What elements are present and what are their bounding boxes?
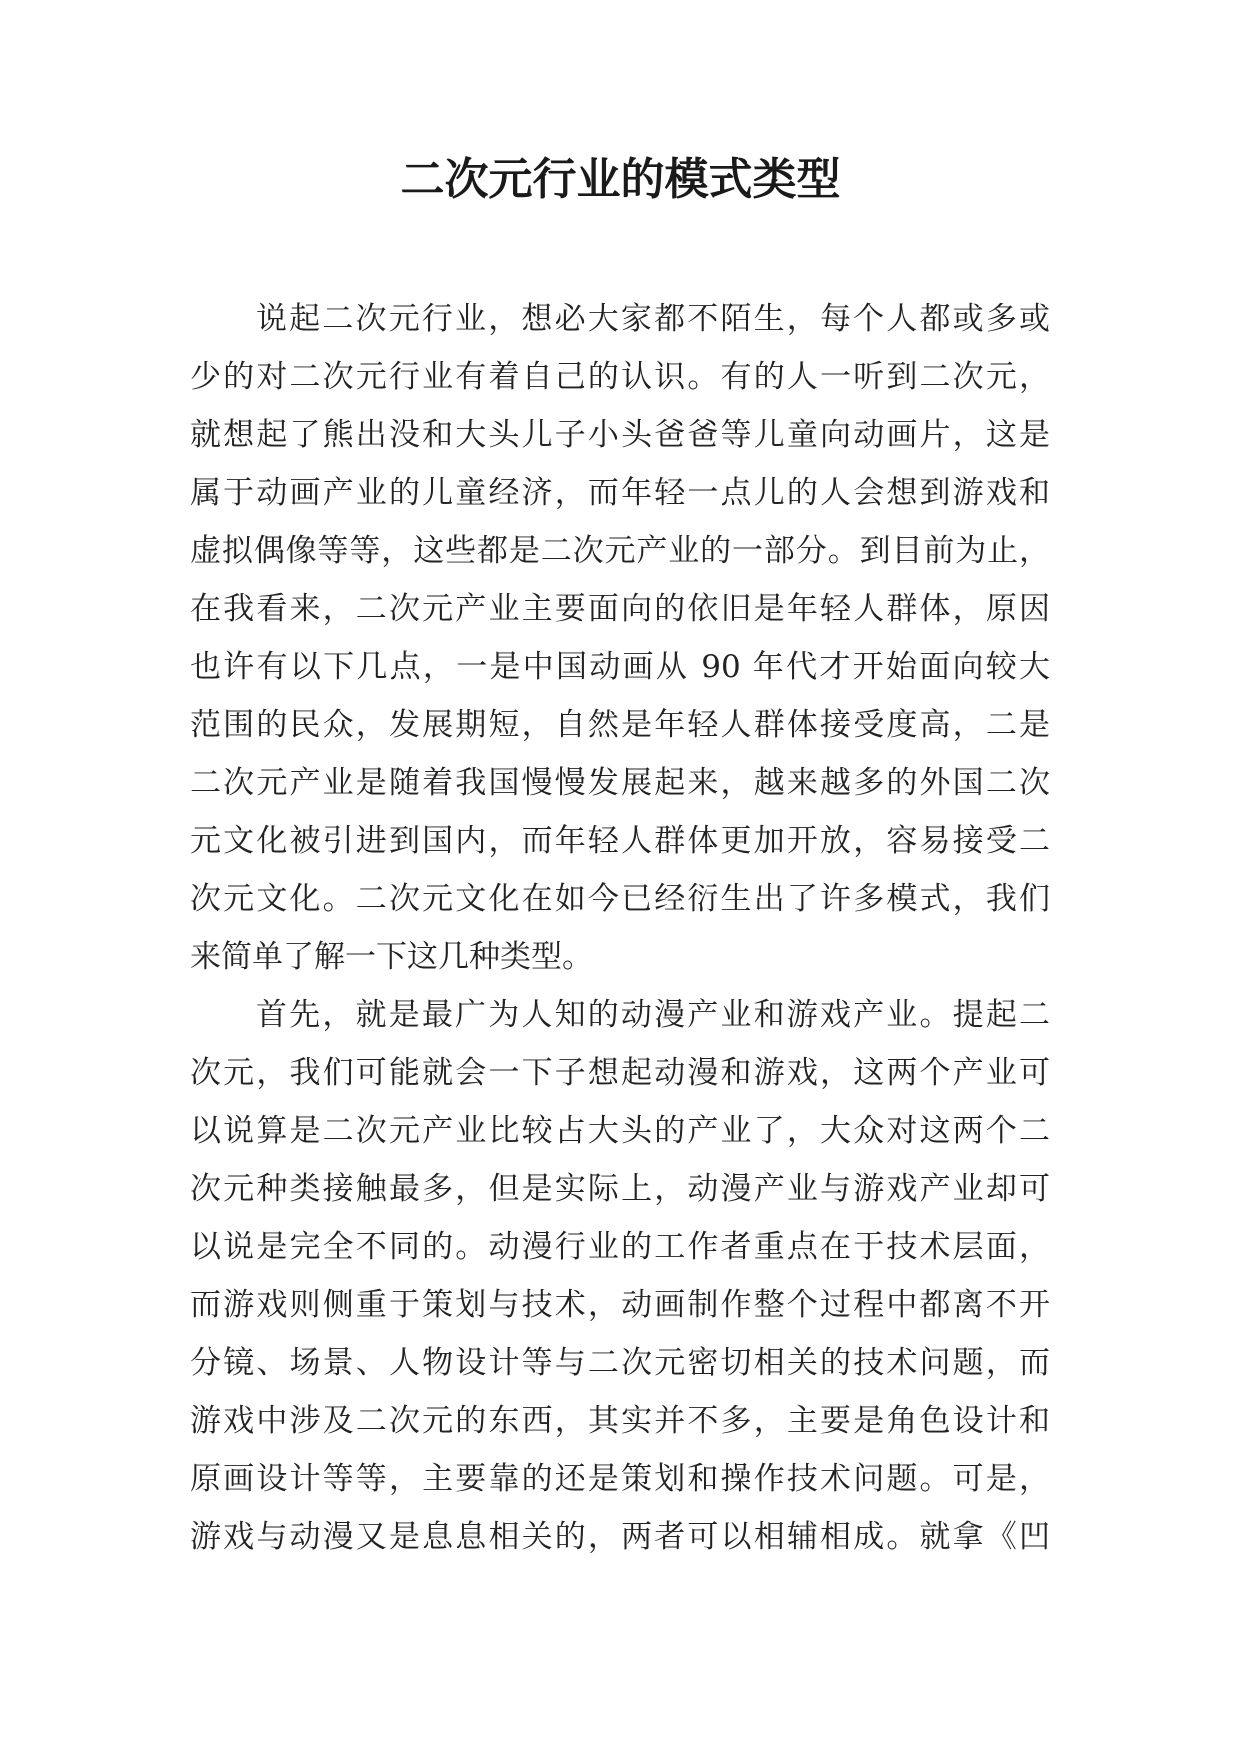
paragraph-1-line: 少的对二次元行业有着自己的认识。有的人一听到二次元， <box>190 359 1050 395</box>
paragraph-1-line: 次元文化。二次元文化在如今已经衍生出了许多模式，我们 <box>190 881 1050 917</box>
paragraph-1-line: 在我看来，二次元产业主要面向的依旧是年轻人群体，原因 <box>190 591 1050 627</box>
paragraph-2-line: 而游戏则侧重于策划与技术，动画制作整个过程中都离不开 <box>190 1287 1050 1323</box>
paragraph-1-line: 元文化被引进到国内，而年轻人群体更加开放，容易接受二 <box>190 823 1050 859</box>
paragraph-2-line: 次元，我们可能就会一下子想起动漫和游戏，这两个产业可 <box>190 1055 1050 1091</box>
paragraph-1-line: 二次元产业是随着我国慢慢发展起来，越来越多的外国二次 <box>190 765 1050 801</box>
paragraph-2-line: 原画设计等等，主要靠的还是策划和操作技术问题。可是， <box>190 1461 1050 1497</box>
paragraph-1-line: 也许有以下几点，一是中国动画从 90 年代才开始面向较大 <box>190 649 1050 685</box>
paragraph-1-line: 来简单了解一下这几种类型。 <box>190 939 593 975</box>
paragraph-1-line: 范围的民众，发展期短，自然是年轻人群体接受度高，二是 <box>190 707 1050 743</box>
paragraph-2-line: 首先，就是最广为人知的动漫产业和游戏产业。提起二 <box>256 997 1050 1033</box>
paragraph-2-line: 游戏与动漫又是息息相关的，两者可以相辅相成。就拿《凹 <box>190 1519 1050 1555</box>
paragraph-2-line: 以说是完全不同的。动漫行业的工作者重点在于技术层面， <box>190 1229 1050 1265</box>
paragraph-1-line: 就想起了熊出没和大头儿子小头爸爸等儿童向动画片，这是 <box>190 417 1050 453</box>
paragraph-1-line: 属于动画产业的儿童经济，而年轻一点儿的人会想到游戏和 <box>190 475 1050 511</box>
paragraph-2-line: 游戏中涉及二次元的东西，其实并不多，主要是角色设计和 <box>190 1403 1050 1439</box>
paragraph-1-line: 虚拟偶像等等，这些都是二次元产业的一部分。到目前为止， <box>190 533 1050 569</box>
paragraph-2-line: 分镜、场景、人物设计等与二次元密切相关的技术问题，而 <box>190 1345 1050 1381</box>
paragraph-1-line: 说起二次元行业，想必大家都不陌生，每个人都或多或 <box>256 301 1050 337</box>
paragraph-2-line: 以说算是二次元产业比较占大头的产业了，大众对这两个二 <box>190 1113 1050 1149</box>
document-body <box>190 290 1050 1566</box>
document-title: 二次元行业的模式类型 <box>400 154 841 205</box>
paragraph-2-line: 次元种类接触最多，但是实际上，动漫产业与游戏产业却可 <box>190 1171 1050 1207</box>
